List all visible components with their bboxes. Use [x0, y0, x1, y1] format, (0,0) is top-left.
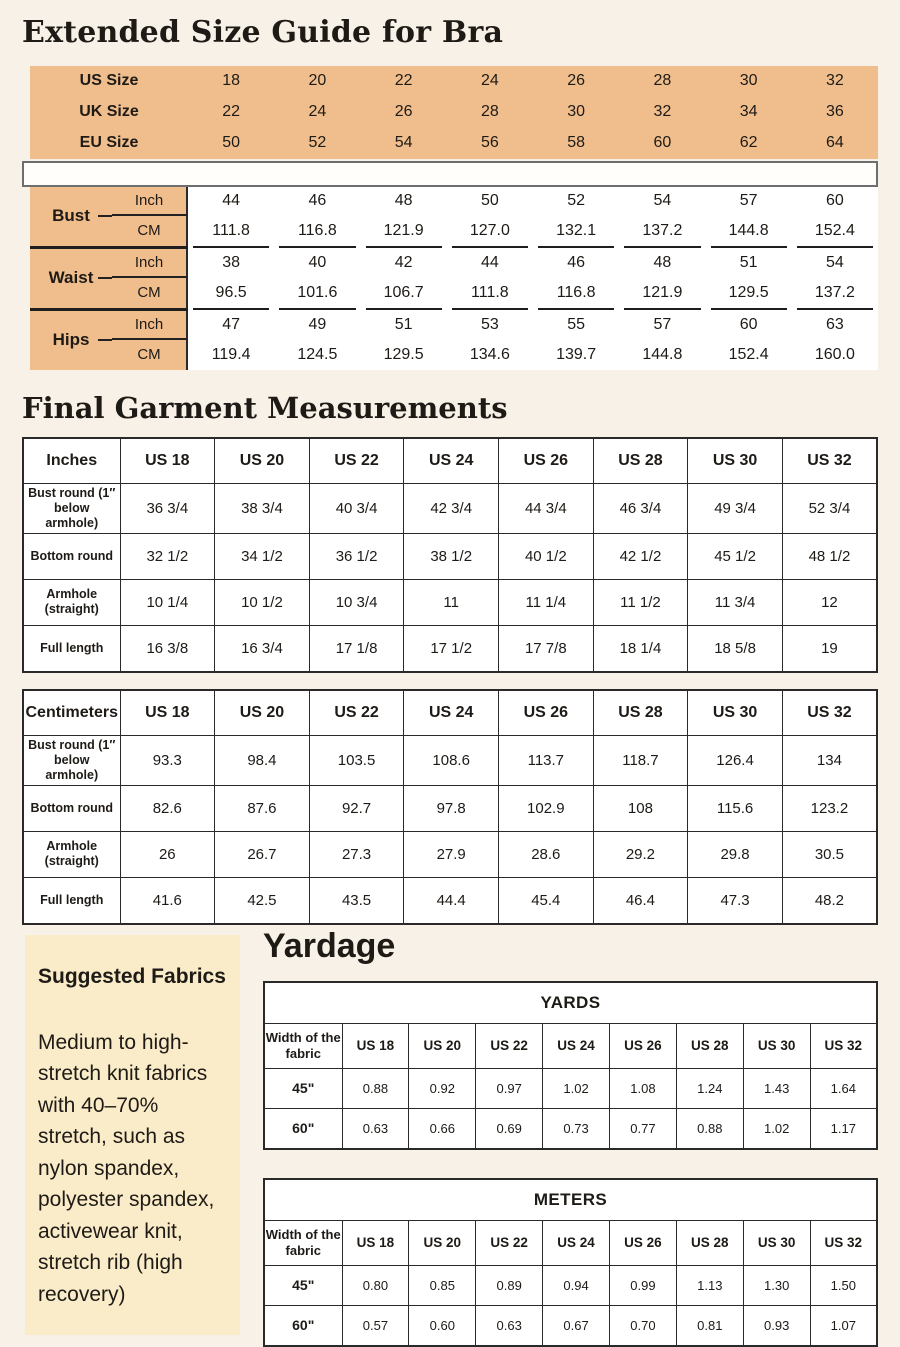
cell-value: 40 1/2: [499, 533, 594, 579]
measure-value-cm: 134.6: [447, 340, 533, 370]
cell-value: 10 1/4: [120, 579, 215, 625]
yardage-value: 1.17: [810, 1108, 877, 1149]
measure-value-cm: 116.8: [274, 216, 360, 246]
data-row: [23, 831, 877, 877]
yardage-value: 1.24: [676, 1068, 743, 1108]
measure-value-inch: 57: [706, 187, 792, 216]
garment-table-centimeters: [22, 689, 878, 925]
yardage-table-meters: [263, 1178, 878, 1347]
measure-value-cm: 96.5: [188, 278, 274, 308]
size-col-header: US 18: [120, 690, 215, 736]
measure-value-inch: 48: [619, 249, 705, 278]
measure-value-cm: 152.4: [792, 216, 878, 246]
unit-label-inch: Inch: [112, 249, 188, 278]
measure-group-label: Bust: [30, 187, 112, 246]
size-col-header: US 30: [688, 438, 783, 484]
size-row-label: UK Size: [79, 103, 139, 121]
cell-value: 45 1/2: [688, 533, 783, 579]
yardage-value: 0.67: [543, 1305, 610, 1346]
measure-value-cm: 127.0: [447, 216, 533, 246]
yardage-value: 1.13: [676, 1265, 743, 1305]
data-row: [23, 533, 877, 579]
cell-value: 123.2: [782, 785, 877, 831]
body-measurements-table: [30, 187, 878, 370]
measure-value-inch: 40: [274, 249, 360, 278]
table-body: [264, 1179, 877, 1346]
garment-table: [22, 689, 878, 925]
cell-value: 34 1/2: [215, 533, 310, 579]
size-value: 52: [308, 134, 327, 152]
measure-value-inch: 38: [188, 249, 274, 278]
size-col-header: US 32: [782, 438, 877, 484]
measure-value-cm: 144.8: [706, 216, 792, 246]
measure-value-cm: 139.7: [533, 340, 619, 370]
cell-value: 42 3/4: [404, 483, 499, 533]
cell-value: 126.4: [688, 735, 783, 785]
measure-value-cm: 106.7: [361, 278, 447, 308]
cell-value: 98.4: [215, 735, 310, 785]
cell-value: 46.4: [593, 877, 688, 924]
yardage-value: 0.88: [342, 1068, 409, 1108]
size-col-header: US 24: [404, 690, 499, 736]
unit-label-inch: Inch: [112, 187, 188, 216]
size-col-header: US 30: [743, 1220, 810, 1265]
size-col-header: US 24: [404, 438, 499, 484]
fabrics-heading: Suggested Fabrics: [38, 964, 226, 988]
cell-value: 11 1/4: [499, 579, 594, 625]
header-row: [264, 1220, 877, 1265]
yardage-value: 0.94: [543, 1265, 610, 1305]
cell-value: 10 1/2: [215, 579, 310, 625]
yardage-unit-title: YARDS: [264, 982, 877, 1024]
size-value: 22: [222, 103, 241, 121]
cell-value: 11 3/4: [688, 579, 783, 625]
size-value: 58: [567, 134, 586, 152]
size-value: 32: [653, 103, 672, 121]
cell-value: 12: [782, 579, 877, 625]
yardage-value: 0.57: [342, 1305, 409, 1346]
cell-value: 46 3/4: [593, 483, 688, 533]
measure-value-inch: 60: [706, 311, 792, 340]
yardage-unit-title: METERS: [264, 1179, 877, 1221]
cell-value: 118.7: [593, 735, 688, 785]
cell-value: 115.6: [688, 785, 783, 831]
unit-header: Inches: [23, 438, 120, 484]
header-row: [23, 438, 877, 484]
yardage-value: 0.99: [610, 1265, 677, 1305]
unit-label-inch: Inch: [112, 311, 188, 340]
measure-value-inch: 55: [533, 311, 619, 340]
yardage-table: [263, 1178, 878, 1347]
size-value: 34: [739, 103, 758, 121]
cell-value: 26: [120, 831, 215, 877]
garment-table-inches: [22, 437, 878, 673]
cell-value: 48 1/2: [782, 533, 877, 579]
cell-value: 30.5: [782, 831, 877, 877]
cell-value: 103.5: [309, 735, 404, 785]
size-col-header: US 32: [782, 690, 877, 736]
data-row: [23, 785, 877, 831]
measure-value-inch: 51: [706, 249, 792, 278]
measure-value-inch: 49: [274, 311, 360, 340]
cell-value: 10 3/4: [309, 579, 404, 625]
measure-value-inch: 54: [619, 187, 705, 216]
cell-value: 38 3/4: [215, 483, 310, 533]
cell-value: 17 1/2: [404, 625, 499, 672]
yardage-table: [263, 981, 878, 1150]
unit-label-cm: CM: [112, 216, 188, 246]
cell-value: 16 3/4: [215, 625, 310, 672]
cell-value: 28.6: [499, 831, 594, 877]
cell-value: 11 1/2: [593, 579, 688, 625]
cell-value: 17 1/8: [309, 625, 404, 672]
measure-value-cm: 137.2: [792, 278, 878, 308]
measure-value-cm: 124.5: [274, 340, 360, 370]
size-col-header: US 28: [593, 690, 688, 736]
table-body: [23, 735, 877, 924]
size-col-header: US 20: [409, 1220, 476, 1265]
measure-value-inch: 44: [188, 187, 274, 216]
measure-value-inch: 47: [188, 311, 274, 340]
cell-value: 52 3/4: [782, 483, 877, 533]
size-col-header: US 22: [309, 690, 404, 736]
data-row: [23, 625, 877, 672]
fabric-width-header: Width of the fabric: [264, 1220, 342, 1265]
yardage-value: 0.77: [610, 1108, 677, 1149]
table-head: [23, 438, 877, 484]
yardage-value: 0.93: [743, 1305, 810, 1346]
cell-value: 17 7/8: [499, 625, 594, 672]
data-row: [23, 877, 877, 924]
cell-value: 42 1/2: [593, 533, 688, 579]
data-row: [23, 735, 877, 785]
size-value: 36: [825, 103, 844, 121]
size-col-header: US 24: [543, 1023, 610, 1068]
measure-group-label: Hips: [30, 311, 112, 370]
cell-value: 44.4: [404, 877, 499, 924]
cell-value: 49 3/4: [688, 483, 783, 533]
measure-value-cm: 129.5: [706, 278, 792, 308]
cell-value: 44 3/4: [499, 483, 594, 533]
size-value: 24: [308, 103, 327, 121]
cell-value: 92.7: [309, 785, 404, 831]
yardage-value: 0.66: [409, 1108, 476, 1149]
yardage-value: 0.92: [409, 1068, 476, 1108]
page-title: Extended Size Guide for Bra: [22, 15, 504, 50]
yardage-value: 0.89: [476, 1265, 543, 1305]
cell-value: 40 3/4: [309, 483, 404, 533]
cell-value: 41.6: [120, 877, 215, 924]
cell-value: 48.2: [782, 877, 877, 924]
measure-group-label: Waist: [30, 249, 112, 308]
measure-value-cm: 160.0: [792, 340, 878, 370]
fabrics-body: Medium to high-stretch knit fabrics with 40–70% stretch, such as nylon spandex, polyester spandex, activewear knit, stretch rib (high recovery): [38, 1030, 215, 1306]
measure-value-inch: 57: [619, 311, 705, 340]
measure-value-cm: 119.4: [188, 340, 274, 370]
title-row: [264, 1179, 877, 1221]
size-col-header: US 26: [499, 690, 594, 736]
cell-value: 42.5: [215, 877, 310, 924]
fabric-width-label: 60": [264, 1108, 342, 1149]
size-col-header: US 24: [543, 1220, 610, 1265]
cell-value: 29.8: [688, 831, 783, 877]
title-row: [264, 982, 877, 1024]
measure-value-cm: 121.9: [361, 216, 447, 246]
cell-value: 18 5/8: [688, 625, 783, 672]
row-header: Bottom round: [23, 785, 120, 831]
measure-value-inch: 54: [792, 249, 878, 278]
yardage-value: 0.60: [409, 1305, 476, 1346]
yardage-value: 0.80: [342, 1265, 409, 1305]
cell-value: 26.7: [215, 831, 310, 877]
size-col-header: US 22: [476, 1220, 543, 1265]
final-garment-heading: Final Garment Measurements: [22, 390, 508, 425]
size-value: 26: [394, 103, 413, 121]
yardage-value: 1.30: [743, 1265, 810, 1305]
cell-value: 102.9: [499, 785, 594, 831]
measure-value-cm: 121.9: [619, 278, 705, 308]
cell-value: 32 1/2: [120, 533, 215, 579]
size-row-label: EU Size: [79, 134, 139, 152]
cell-value: 11: [404, 579, 499, 625]
cell-value: 93.3: [120, 735, 215, 785]
measure-value-inch: 53: [447, 311, 533, 340]
measure-value-inch: 48: [361, 187, 447, 216]
cell-value: 82.6: [120, 785, 215, 831]
measure-value-cm: 129.5: [361, 340, 447, 370]
measure-value-cm: 152.4: [706, 340, 792, 370]
fabric-width-header: Width of the fabric: [264, 1023, 342, 1068]
size-value: 28: [653, 72, 672, 90]
cell-value: 108.6: [404, 735, 499, 785]
unit-label-cm: CM: [112, 340, 188, 370]
yardage-value: 0.63: [342, 1108, 409, 1149]
unit-header: Centimeters: [23, 690, 120, 736]
measure-value-inch: 44: [447, 249, 533, 278]
row-header: Armhole (straight): [23, 579, 120, 625]
yardage-value: 1.08: [610, 1068, 677, 1108]
size-value: 22: [394, 72, 413, 90]
size-value: 18: [222, 72, 241, 90]
row-header: Bust round (1″ below armhole): [23, 735, 120, 785]
yardage-heading: Yardage: [263, 926, 396, 965]
size-col-header: US 22: [476, 1023, 543, 1068]
measure-value-cm: 132.1: [533, 216, 619, 246]
row-header: Armhole (straight): [23, 831, 120, 877]
suggested-fabrics-box: [25, 935, 240, 1335]
size-value: 26: [567, 72, 586, 90]
size-col-header: US 28: [593, 438, 688, 484]
size-col-header: US 30: [688, 690, 783, 736]
size-value: 30: [739, 72, 758, 90]
measure-value-cm: 111.8: [188, 216, 274, 246]
bottom-section: [22, 926, 878, 1347]
size-row-label: US Size: [79, 72, 139, 90]
size-value: 60: [653, 134, 672, 152]
measure-value-inch: 46: [533, 249, 619, 278]
header-row: [23, 690, 877, 736]
cell-value: 45.4: [499, 877, 594, 924]
size-col-header: US 30: [743, 1023, 810, 1068]
yardage-value: 1.50: [810, 1265, 877, 1305]
size-value: 54: [394, 134, 413, 152]
measure-value-inch: 60: [792, 187, 878, 216]
yardage-value: 0.88: [676, 1108, 743, 1149]
size-value: 30: [567, 103, 586, 121]
yardage-value: 0.85: [409, 1265, 476, 1305]
size-value: 24: [480, 72, 499, 90]
row-header: Bust round (1″ below armhole): [23, 483, 120, 533]
cell-value: 27.3: [309, 831, 404, 877]
size-col-header: US 18: [342, 1220, 409, 1265]
size-col-header: US 32: [810, 1220, 877, 1265]
measure-value-cm: 137.2: [619, 216, 705, 246]
yardage-value: 0.70: [610, 1305, 677, 1346]
size-conversion-table: [30, 66, 878, 159]
cell-value: 43.5: [309, 877, 404, 924]
data-row: [23, 579, 877, 625]
yardage-value: 1.07: [810, 1305, 877, 1346]
cell-value: 47.3: [688, 877, 783, 924]
measure-value-inch: 46: [274, 187, 360, 216]
table-body: [23, 483, 877, 672]
table-head: [23, 690, 877, 736]
header-row: [264, 1023, 877, 1068]
measure-value-cm: 144.8: [619, 340, 705, 370]
yardage-value: 0.69: [476, 1108, 543, 1149]
fabric-width-label: 45": [264, 1265, 342, 1305]
size-col-header: US 28: [676, 1023, 743, 1068]
cell-value: 134: [782, 735, 877, 785]
measure-value-cm: 116.8: [533, 278, 619, 308]
measure-value-inch: 63: [792, 311, 878, 340]
measure-value-inch: 51: [361, 311, 447, 340]
size-col-header: US 28: [676, 1220, 743, 1265]
measure-value-inch: 52: [533, 187, 619, 216]
data-row: [264, 1265, 877, 1305]
measure-value-cm: 101.6: [274, 278, 360, 308]
row-header: Full length: [23, 625, 120, 672]
yardage-section: [263, 926, 878, 1347]
size-value: 32: [825, 72, 844, 90]
size-col-header: US 22: [309, 438, 404, 484]
fabric-width-label: 45": [264, 1068, 342, 1108]
data-row: [264, 1108, 877, 1149]
data-row: [264, 1068, 877, 1108]
unit-label-cm: CM: [112, 278, 188, 308]
yardage-value: 0.97: [476, 1068, 543, 1108]
cell-value: 29.2: [593, 831, 688, 877]
size-value: 62: [739, 134, 758, 152]
yardage-value: 0.73: [543, 1108, 610, 1149]
yardage-value: 1.02: [543, 1068, 610, 1108]
cell-value: 108: [593, 785, 688, 831]
yardage-value: 1.43: [743, 1068, 810, 1108]
size-col-header: US 32: [810, 1023, 877, 1068]
table-body: [264, 982, 877, 1149]
data-row: [264, 1305, 877, 1346]
size-value: 64: [825, 134, 844, 152]
cell-value: 27.9: [404, 831, 499, 877]
size-value: 28: [480, 103, 499, 121]
cell-value: 36 3/4: [120, 483, 215, 533]
cell-value: 87.6: [215, 785, 310, 831]
fabric-width-label: 60": [264, 1305, 342, 1346]
size-col-header: US 20: [409, 1023, 476, 1068]
garment-table: [22, 437, 878, 673]
measure-value-cm: 111.8: [447, 278, 533, 308]
yardage-value: 0.63: [476, 1305, 543, 1346]
size-col-header: US 20: [215, 438, 310, 484]
size-col-header: US 18: [342, 1023, 409, 1068]
cell-value: 38 1/2: [404, 533, 499, 579]
cell-value: 18 1/4: [593, 625, 688, 672]
measure-value-inch: 50: [447, 187, 533, 216]
size-col-header: US 26: [610, 1023, 677, 1068]
size-col-header: US 26: [610, 1220, 677, 1265]
data-row: [23, 483, 877, 533]
row-header: Full length: [23, 877, 120, 924]
cell-value: 113.7: [499, 735, 594, 785]
measure-value-inch: 42: [361, 249, 447, 278]
cell-value: 19: [782, 625, 877, 672]
yardage-value: 0.81: [676, 1305, 743, 1346]
size-value: 56: [480, 134, 499, 152]
size-value: 20: [308, 72, 327, 90]
size-col-header: US 26: [499, 438, 594, 484]
yardage-value: 1.02: [743, 1108, 810, 1149]
size-col-header: US 20: [215, 690, 310, 736]
row-header: Bottom round: [23, 533, 120, 579]
empty-row: [22, 161, 878, 187]
size-value: 50: [222, 134, 241, 152]
cell-value: 36 1/2: [309, 533, 404, 579]
yardage-value: 1.64: [810, 1068, 877, 1108]
size-col-header: US 18: [120, 438, 215, 484]
cell-value: 97.8: [404, 785, 499, 831]
cell-value: 16 3/8: [120, 625, 215, 672]
yardage-table-yards: [263, 981, 878, 1150]
